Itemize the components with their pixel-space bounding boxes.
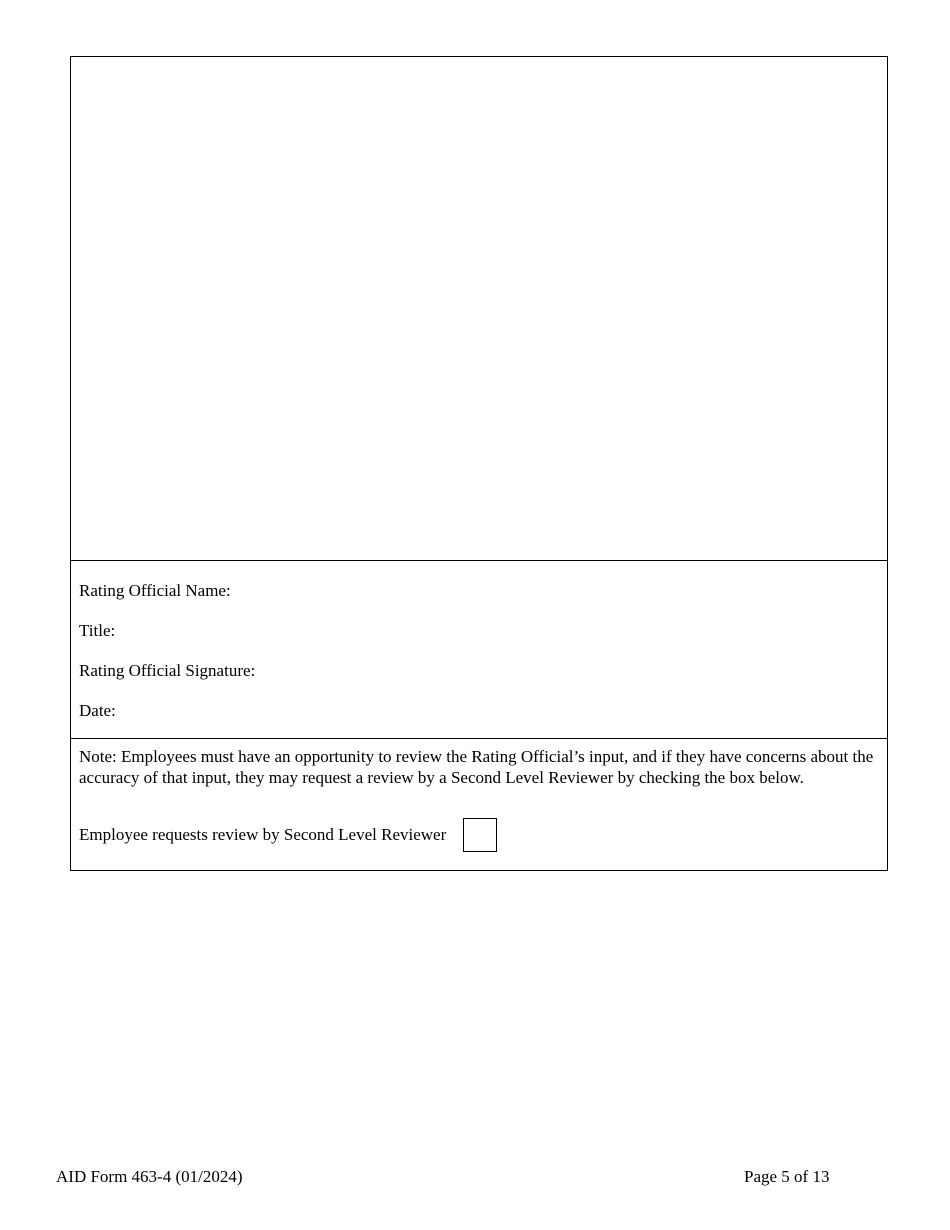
page-number: Page 5 of 13 xyxy=(744,1167,830,1186)
second-level-review-checkbox[interactable] xyxy=(463,818,497,852)
date-label: Date: xyxy=(79,701,116,720)
second-level-review-request-label: Employee requests review by Second Level Reviewer xyxy=(79,825,447,844)
review-note: Note: Employees must have an opportunity to review the Rating Official’s input, and if they have concerns about the accuracy of that input, they may request a review by a Second Level Reviewer by checking the box below. xyxy=(79,747,874,787)
form-identifier: AID Form 463-4 (01/2024) xyxy=(56,1167,243,1186)
review-request-block xyxy=(71,739,887,870)
rating-official-signature-label: Rating Official Signature: xyxy=(79,661,256,680)
title-label: Title: xyxy=(79,621,116,640)
second-level-review-request-row xyxy=(79,816,497,854)
rating-official-signature-block xyxy=(71,561,887,739)
rating-official-name-label: Rating Official Name: xyxy=(79,581,231,600)
narrative-text-area[interactable] xyxy=(71,57,887,561)
rating-form-table xyxy=(70,56,888,871)
